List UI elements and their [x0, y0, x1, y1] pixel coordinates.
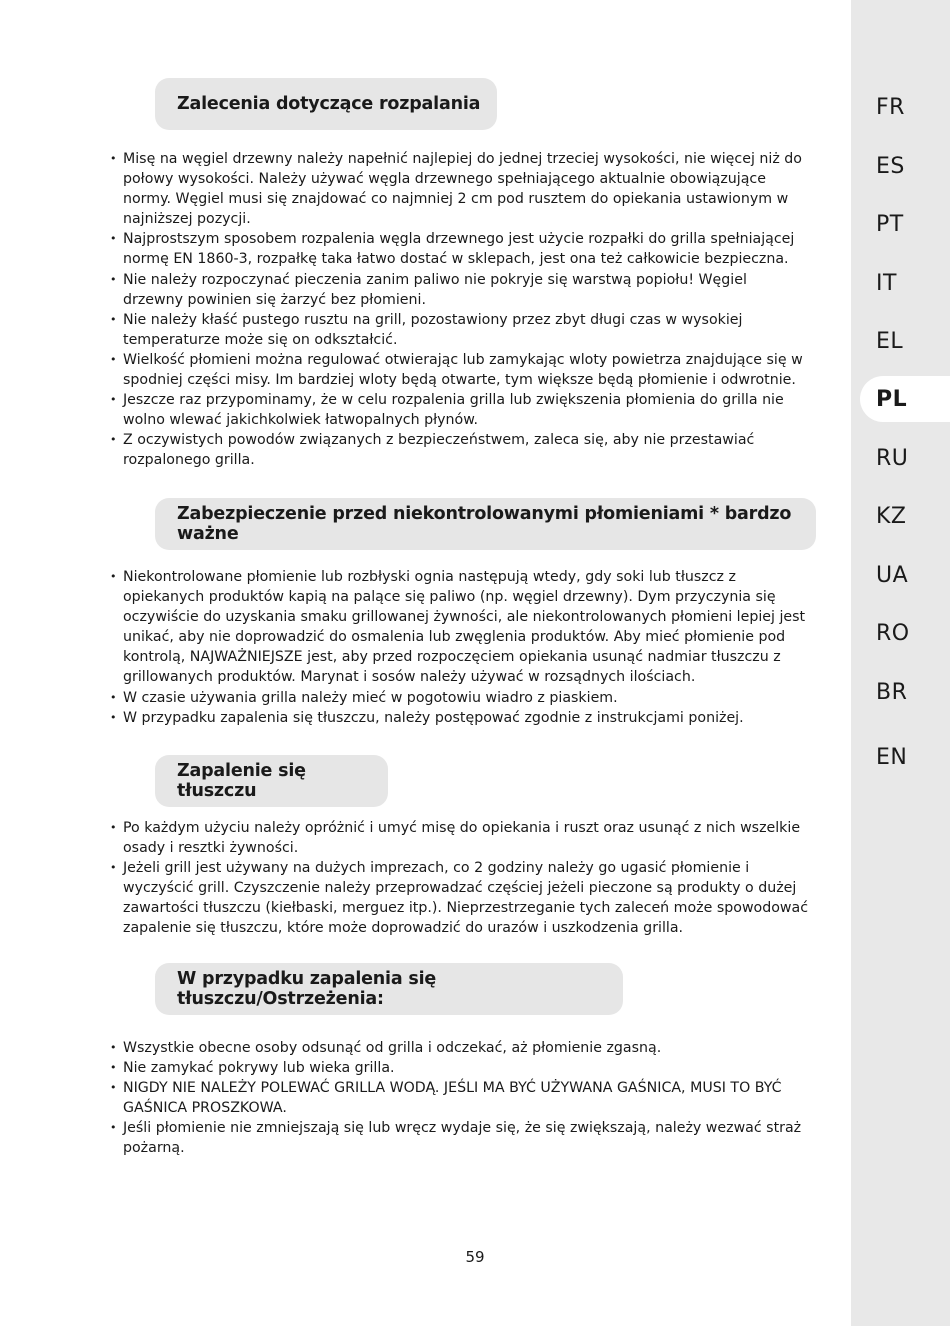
lang-tab-pl-active[interactable]: PL — [860, 376, 950, 422]
list-item: • Wszystkie obecne osoby odsunąć od grilla i odczekać, aż płomienie zgasną. — [108, 1038, 808, 1058]
list-item: • W czasie używania grilla należy mieć w pogotowiu wiadro z piaskiem. — [108, 688, 808, 708]
lang-tab-it[interactable]: IT — [876, 270, 897, 296]
language-sidebar — [851, 0, 950, 1326]
list-item: • Jeśli płomienie nie zmniejszają się lub wręcz wydaje się, że się zwiększają, należy wezwać straż pożarną. — [108, 1118, 808, 1158]
lang-tab-ru[interactable]: RU — [876, 445, 909, 471]
list-item: • W przypadku zapalenia się tłuszczu, należy postępować zgodnie z instrukcjami poniżej. — [108, 708, 808, 728]
lang-tab-fr[interactable]: FR — [876, 94, 905, 120]
page-number: 59 — [465, 1248, 485, 1266]
lang-tab-es[interactable]: ES — [876, 153, 905, 179]
list-item: • Z oczywistych powodów związanych z bezpieczeństwem, zaleca się, aby nie przestawiać rozpalonego grilla. — [108, 430, 808, 470]
section-heading-lighting: Zalecenia dotyczące rozpalania — [155, 78, 497, 130]
lang-tab-el[interactable]: EL — [876, 328, 904, 354]
lighting-list — [108, 149, 808, 471]
section-heading-flare-ups: Zabezpieczenie przed niekontrolowanymi płomieniami * bardzo ważne — [155, 498, 816, 550]
list-item: • Jeszcze raz przypominamy, że w celu rozpalenia grilla lub zwiększenia płomienia do grilla nie wolno wlewać jakichkolwiek łatwopalnych płynów. — [108, 390, 808, 430]
lang-tab-br[interactable]: BR — [876, 679, 908, 705]
list-item: • Niekontrolowane płomienie lub rozbłyski ognia następują wtedy, gdy soki lub tłuszcz z opiekanych produktów kapią na palące się paliwo (np. węgiel drzewny). Dym przyczynia się oczywiście do uzyskania smaku grillowanej żywności, ale niekontrolowanych płomieni lepiej jest unikać, aby nie doprowadzić do osmalenia lub zwęglenia produktów. Aby mieć płomienie pod kontrolą, NAJWAŻNIEJSZE jest, aby przed rozpoczęciem opiekania usunąć nadmiar tłuszczu z grillowanych produktów. Marynat i sosów należy używać w rozsądnych ilościach. — [108, 567, 808, 688]
section-heading-warnings: W przypadku zapalenia się tłuszczu/Ostrzeżenia: — [155, 963, 623, 1015]
lang-tab-ro[interactable]: RO — [876, 620, 910, 646]
warnings-list — [108, 1038, 808, 1159]
list-item: • Nie zamykać pokrywy lub wieka grilla. — [108, 1058, 808, 1078]
list-item: • NIGDY NIE NALEŻY POLEWAĆ GRILLA WODĄ. JEŚLI MA BYĆ UŻYWANA GAŚNICA, MUSI TO BYĆ GAŚNICA PROSZKOWA. — [108, 1078, 808, 1118]
flare-ups-list — [108, 567, 808, 728]
lang-tab-en[interactable]: EN — [876, 744, 908, 770]
list-item: • Misę na węgiel drzewny należy napełnić najlepiej do jednej trzeciej wysokości, nie więcej niż do połowy wysokości. Należy używać węgla drzewnego spełniającego aktualnie obowiązujące normy. Węgiel musi się znajdować co najmniej 2 cm pod rusztem do opiekania ustawionym w najniższej pozycji. — [108, 149, 808, 229]
list-item: • Jeżeli grill jest używany na dużych imprezach, co 2 godziny należy go ugasić płomienie i wyczyścić grill. Czyszczenie należy przeprowadzać częściej jeżeli pieczone są produkty o dużej zawartości tłuszczu (kiełbaski, merguez itp.). Nieprzestrzeganie tych zaleceń może spowodować zapalenie się tłuszczu, które może doprowadzić do urazów i uszkodzenia grilla. — [108, 858, 808, 938]
lang-tab-ua[interactable]: UA — [876, 562, 909, 588]
list-item: • Nie należy rozpoczynać pieczenia zanim paliwo nie pokryje się warstwą popiołu! Węgiel drzewny powinien się żarzyć bez płomieni. — [108, 270, 808, 310]
grease-fire-list — [108, 818, 808, 939]
section-heading-grease-fire: Zapalenie się tłuszczu — [155, 755, 388, 807]
list-item: • Nie należy kłaść pustego rusztu na grill, pozostawiony przez zbyt długi czas w wysokiej temperaturze może się on odkształcić. — [108, 310, 808, 350]
list-item: • Wielkość płomieni można regulować otwierając lub zamykając wloty powietrza znajdujące się w spodniej części misy. Im bardziej wloty będą otwarte, tym większe będą płomienie i odwrotnie. — [108, 350, 808, 390]
lang-tab-kz[interactable]: KZ — [876, 503, 907, 529]
lang-tab-pt[interactable]: PT — [876, 211, 904, 237]
list-item: • Najprostszym sposobem rozpalenia węgla drzewnego jest użycie rozpałki do grilla spełniającej normę EN 1860-3, rozpałkę taka łatwo dostać w sklepach, jest ona też całkowicie bezpieczna. — [108, 229, 808, 269]
list-item: • Po każdym użyciu należy opróżnić i umyć misę do opiekania i ruszt oraz usunąć z nich wszelkie osady i resztki żywności. — [108, 818, 808, 858]
